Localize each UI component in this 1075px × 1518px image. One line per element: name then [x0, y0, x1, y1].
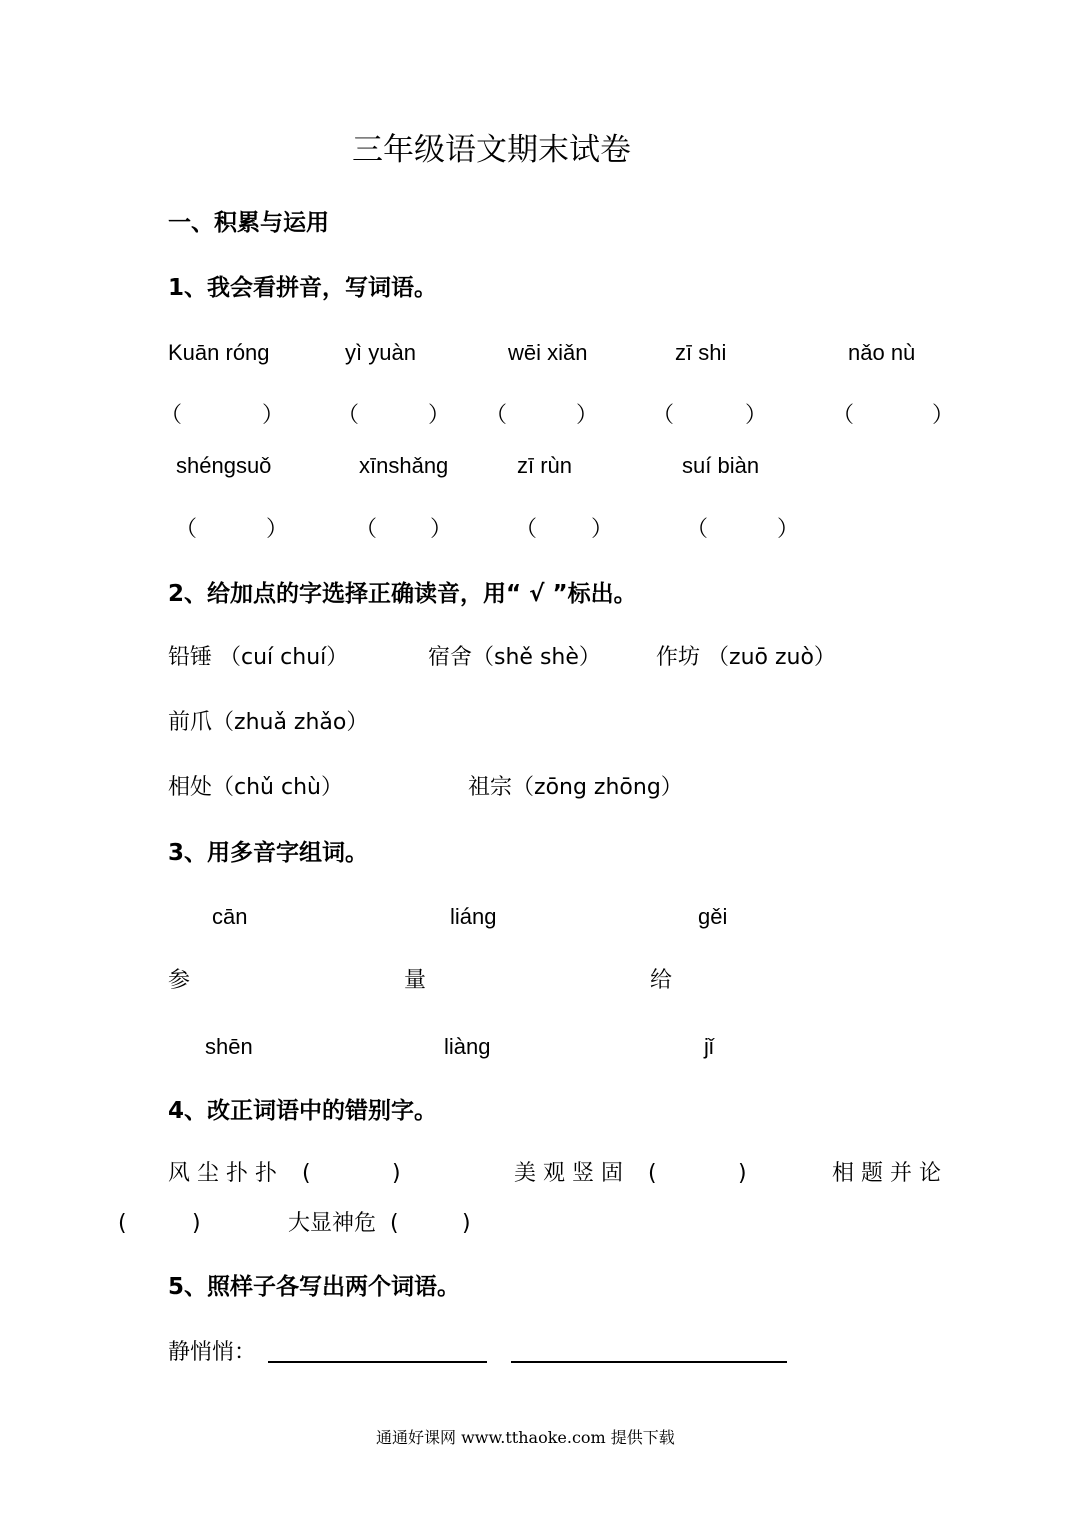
reading-item[interactable]	[656, 647, 836, 669]
open-paren: （	[832, 403, 855, 428]
open-paren: (	[302, 1161, 311, 1186]
pinyin-item: wēi xiǎn	[508, 340, 588, 365]
footer-text: 通通好课网 www.tthaoke.com 提供下载	[376, 1428, 675, 1447]
question-3-heading: 3、用多音字组词。	[168, 840, 369, 866]
example-word: 静悄悄：	[168, 1340, 257, 1365]
typo-word: 相 题 并 论	[832, 1161, 941, 1186]
pinyin-item: suí biàn	[682, 453, 760, 478]
open-paren: （	[355, 517, 378, 542]
reading-item[interactable]	[428, 647, 601, 669]
close-paren: ）	[777, 517, 800, 542]
pinyin-item: zī shi	[675, 340, 727, 365]
open-paren: (	[390, 1211, 399, 1236]
open-paren: （	[652, 403, 675, 428]
pinyin-item: nǎo nù	[848, 340, 916, 365]
open-paren: （	[485, 403, 508, 428]
close-paren: ）	[262, 403, 285, 428]
reading-word: 作坊	[656, 645, 701, 670]
reading-word: 相处	[168, 775, 213, 800]
answer-line[interactable]	[511, 1361, 787, 1363]
close-paren: ）	[932, 403, 955, 428]
typo-word: 大显神危	[288, 1211, 377, 1236]
close-paren: ）	[266, 517, 289, 542]
pinyin-item: liàng	[444, 1034, 491, 1059]
reading-options: （cuí chuí）	[219, 645, 349, 670]
close-paren: ）	[745, 403, 768, 428]
reading-options: （chǔ chù）	[212, 775, 343, 800]
reading-item[interactable]	[168, 647, 348, 669]
section-heading-1: 一、积累与运用	[168, 210, 329, 236]
reading-options: （zuō zuò）	[707, 645, 836, 670]
open-paren: （	[515, 517, 538, 542]
pinyin-item: yì yuàn	[345, 340, 416, 365]
open-paren: （	[686, 517, 709, 542]
reading-options: （zhuǎ zhǎo）	[212, 710, 369, 735]
pinyin-item: jǐ	[704, 1034, 714, 1059]
open-paren: （	[175, 517, 198, 542]
question-5-heading: 5、照样子各写出两个词语。	[168, 1274, 461, 1300]
close-paren: ）	[428, 403, 451, 428]
question-1-heading: 1、我会看拼音，写词语。	[168, 275, 438, 301]
answer-line[interactable]	[268, 1361, 487, 1363]
open-paren: (	[118, 1211, 127, 1236]
polyphone-char: 给	[650, 968, 673, 993]
reading-item[interactable]	[468, 777, 683, 799]
polyphone-char: 量	[404, 968, 427, 993]
page-title: 三年级语文期末试卷	[352, 132, 631, 168]
pinyin-item: xīnshǎng	[359, 453, 449, 478]
close-paren: )	[738, 1161, 747, 1186]
pinyin-item: Kuān róng	[168, 340, 270, 365]
reading-options: （shě shè）	[472, 645, 601, 670]
reading-word: 前爪	[168, 710, 213, 735]
close-paren: )	[192, 1211, 201, 1236]
typo-word: 风 尘 扑 扑	[168, 1161, 277, 1186]
pinyin-item: shēn	[205, 1034, 253, 1059]
reading-item[interactable]	[168, 712, 368, 734]
reading-word: 祖宗	[468, 775, 513, 800]
close-paren: ）	[576, 403, 599, 428]
question-4-heading: 4、改正词语中的错别字。	[168, 1098, 438, 1124]
reading-item[interactable]	[168, 777, 343, 799]
pinyin-item: cān	[212, 904, 248, 929]
question-2-heading: 2、给加点的字选择正确读音，用“ √ ”标出。	[168, 581, 637, 607]
pinyin-item: liáng	[450, 904, 497, 929]
close-paren: )	[462, 1211, 471, 1236]
pinyin-item: gěi	[698, 904, 728, 929]
reading-options: （zōng zhōng）	[512, 775, 683, 800]
close-paren: ）	[591, 517, 614, 542]
close-paren: ）	[430, 517, 453, 542]
reading-word: 铅锤	[168, 645, 213, 670]
polyphone-char: 参	[168, 968, 191, 993]
open-paren: (	[648, 1161, 657, 1186]
pinyin-item: shéngsuǒ	[176, 453, 272, 478]
open-paren: （	[160, 403, 183, 428]
pinyin-item: zī rùn	[517, 453, 573, 478]
reading-word: 宿舍	[428, 645, 473, 670]
close-paren: )	[392, 1161, 401, 1186]
typo-word: 美 观 竖 固	[514, 1161, 623, 1186]
open-paren: （	[337, 403, 360, 428]
